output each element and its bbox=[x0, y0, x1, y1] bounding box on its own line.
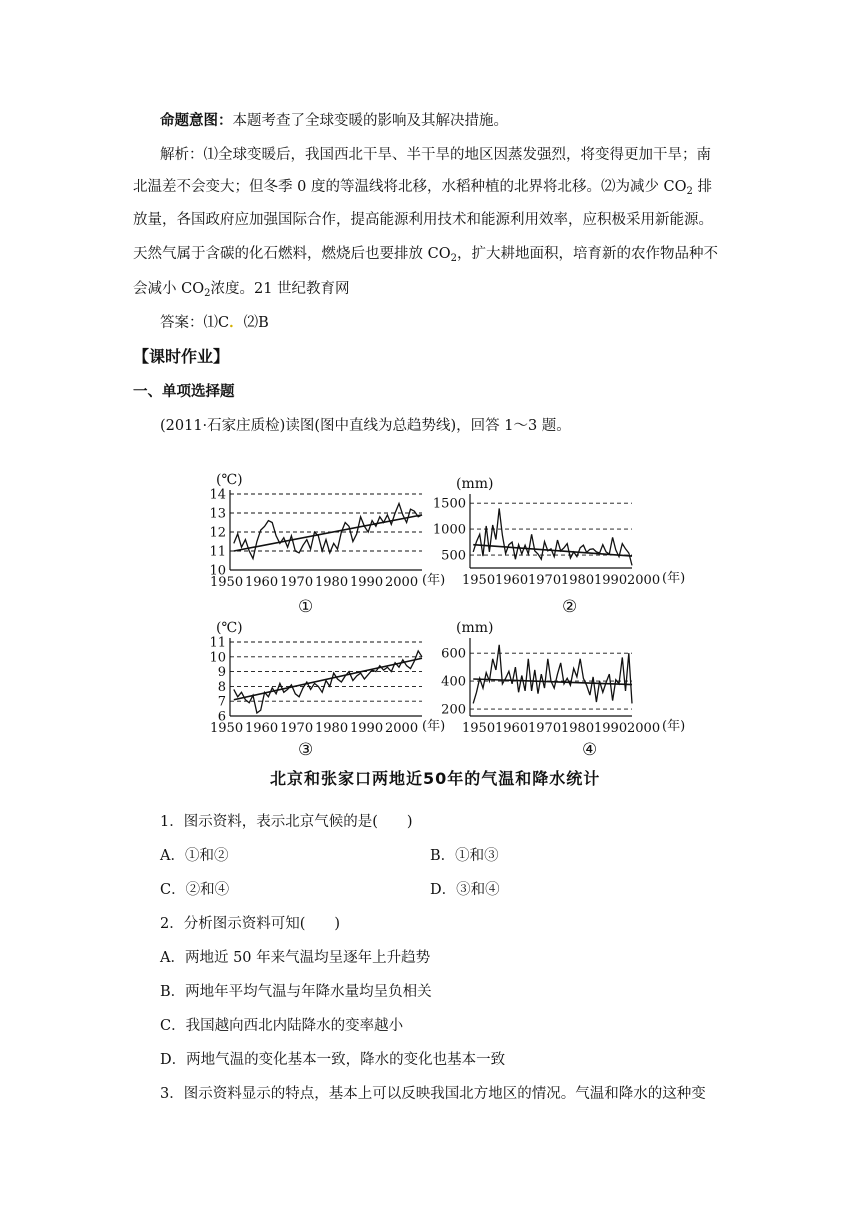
x-tick-label: 1990 bbox=[350, 575, 384, 590]
x-tick-label: 1950 bbox=[462, 721, 496, 736]
x-tick-label: 2000 bbox=[385, 575, 419, 590]
analysis-line-3: 放量，各国政府应加强国际合作，提高能源利用技术和能源利用效率，应积极采用新能源。 bbox=[133, 212, 713, 228]
chart-figure bbox=[190, 462, 686, 792]
analysis-line-1: 解析：⑴全球变暖后，我国西北干旱、半干旱的地区因蒸发强烈，将变得更加干旱；南 bbox=[160, 147, 711, 163]
y-tick-label: 12 bbox=[209, 525, 226, 541]
intent-text: 本题考查了全球变暖的影响及其解决措施。 bbox=[232, 113, 508, 129]
x-tick-label: 1990 bbox=[594, 573, 628, 588]
chart-panel-3 bbox=[209, 620, 445, 760]
q1-option-c: C．②和④ bbox=[160, 882, 230, 898]
y-tick-label: 7 bbox=[217, 694, 226, 710]
q2-stem: 2．分析图示资料可知( ) bbox=[160, 916, 341, 932]
x-tick-label: 1950 bbox=[462, 573, 496, 588]
chart-panel-1 bbox=[209, 472, 445, 617]
y-tick-label: 10 bbox=[209, 563, 226, 579]
y-tick-label: 400 bbox=[441, 674, 466, 690]
subsection-title: 一、单项选择题 bbox=[133, 383, 235, 400]
x-tick-label: 1990 bbox=[594, 721, 628, 736]
x-tick-label: 1990 bbox=[350, 721, 384, 736]
y-tick-label: 9 bbox=[217, 665, 226, 681]
y-tick-label: 11 bbox=[209, 544, 226, 560]
answer-line: 答案：⑴C．⑵B bbox=[160, 314, 269, 331]
x-tick-label: 1980 bbox=[315, 721, 349, 736]
x-tick-label: 2000 bbox=[385, 721, 419, 736]
analysis-line-5: 会减小 $CO_2$浓度。21 世纪教育网 bbox=[133, 281, 350, 299]
q2-option-b: B．两地年平均气温与年降水量均呈负相关 bbox=[160, 984, 432, 1000]
panel-label: ④ bbox=[582, 740, 598, 760]
q2-option-d: D．两地气温的变化基本一致，降水的变化也基本一致 bbox=[160, 1052, 506, 1068]
x-tick-label: 1970 bbox=[528, 721, 562, 736]
x-tick-label: 1950 bbox=[210, 721, 244, 736]
section-title: 【课时作业】 bbox=[133, 347, 230, 366]
y-tick-label: 500 bbox=[441, 548, 466, 564]
y-tick-label: 11 bbox=[209, 635, 226, 651]
y-tick-label: 1000 bbox=[432, 522, 466, 538]
figure-caption: 北京和张家口两地近50年的气温和降水统计 bbox=[270, 769, 601, 788]
y-axis-label: (mm) bbox=[456, 476, 494, 492]
y-tick-label: 14 bbox=[209, 487, 226, 503]
chart-svg bbox=[190, 462, 686, 792]
x-axis-label: (年) bbox=[662, 571, 686, 586]
y-tick-label: 6 bbox=[217, 709, 226, 725]
x-tick-label: 1980 bbox=[315, 575, 349, 590]
q2-option-c: C．我国越向西北内陆降水的变率越小 bbox=[160, 1018, 404, 1034]
y-tick-label: 200 bbox=[441, 702, 466, 718]
x-tick-label: 1960 bbox=[495, 573, 529, 588]
y-axis-label: (mm) bbox=[456, 620, 494, 636]
series-line bbox=[473, 645, 632, 704]
y-tick-label: 8 bbox=[217, 679, 226, 695]
q1-option-d: D．③和④ bbox=[430, 882, 500, 898]
x-tick-label: 1980 bbox=[561, 721, 595, 736]
question-intro: (2011·石家庄质检)读图(图中直线为总趋势线)，回答 1～3 题。 bbox=[160, 418, 571, 434]
panel-label: ② bbox=[562, 597, 578, 617]
y-axis-label: (℃) bbox=[216, 472, 243, 488]
y-tick-label: 13 bbox=[209, 506, 226, 522]
x-tick-label: 1980 bbox=[561, 573, 595, 588]
x-tick-label: 1970 bbox=[528, 573, 562, 588]
series-line bbox=[234, 504, 422, 559]
series-line bbox=[234, 651, 422, 713]
q1-stem: 1．图示资料，表示北京气候的是( ) bbox=[160, 814, 413, 830]
y-axis-label: (℃) bbox=[216, 620, 243, 636]
q3-stem: 3．图示资料显示的特点，基本上可以反映我国北方地区的情况。气温和降水的这种变 bbox=[160, 1086, 706, 1102]
chart-panel-4 bbox=[441, 620, 685, 760]
q1-option-a: A．①和② bbox=[160, 848, 229, 864]
intent-label: 命题意图： bbox=[160, 112, 233, 129]
x-tick-label: 1960 bbox=[245, 575, 279, 590]
q1-option-b: B．①和③ bbox=[430, 848, 499, 864]
x-tick-label: 2000 bbox=[627, 573, 661, 588]
y-tick-label: 10 bbox=[209, 650, 226, 666]
x-tick-label: 1950 bbox=[210, 575, 244, 590]
y-tick-label: 1500 bbox=[432, 496, 466, 512]
series-line bbox=[473, 508, 632, 565]
x-tick-label: 1970 bbox=[280, 721, 314, 736]
q2-option-a: A．两地近 50 年来气温均呈逐年上升趋势 bbox=[160, 950, 431, 966]
x-axis-label: (年) bbox=[422, 573, 446, 588]
analysis-line-4: 天然气属于含碳的化石燃料，燃烧后也要排放 $CO_2$，扩大耕地面积，培育新的农作物品种不 bbox=[133, 246, 718, 264]
x-tick-label: 1970 bbox=[280, 575, 314, 590]
x-axis-label: (年) bbox=[422, 719, 446, 734]
y-tick-label: 600 bbox=[441, 646, 466, 662]
panel-label: ③ bbox=[298, 740, 314, 760]
x-tick-label: 2000 bbox=[627, 721, 661, 736]
trend-line bbox=[234, 658, 422, 699]
x-axis-label: (年) bbox=[662, 719, 686, 734]
intent-paragraph bbox=[160, 111, 508, 131]
x-tick-label: 1960 bbox=[495, 721, 529, 736]
analysis-line-2: 北温差不会变大；但冬季 0 度的等温线将北移，水稻种植的北界将北移。⑵为减少 $CO_2$ 排 bbox=[133, 179, 713, 197]
x-tick-label: 1960 bbox=[245, 721, 279, 736]
panel-label: ① bbox=[298, 597, 314, 617]
chart-panel-2 bbox=[433, 476, 685, 617]
